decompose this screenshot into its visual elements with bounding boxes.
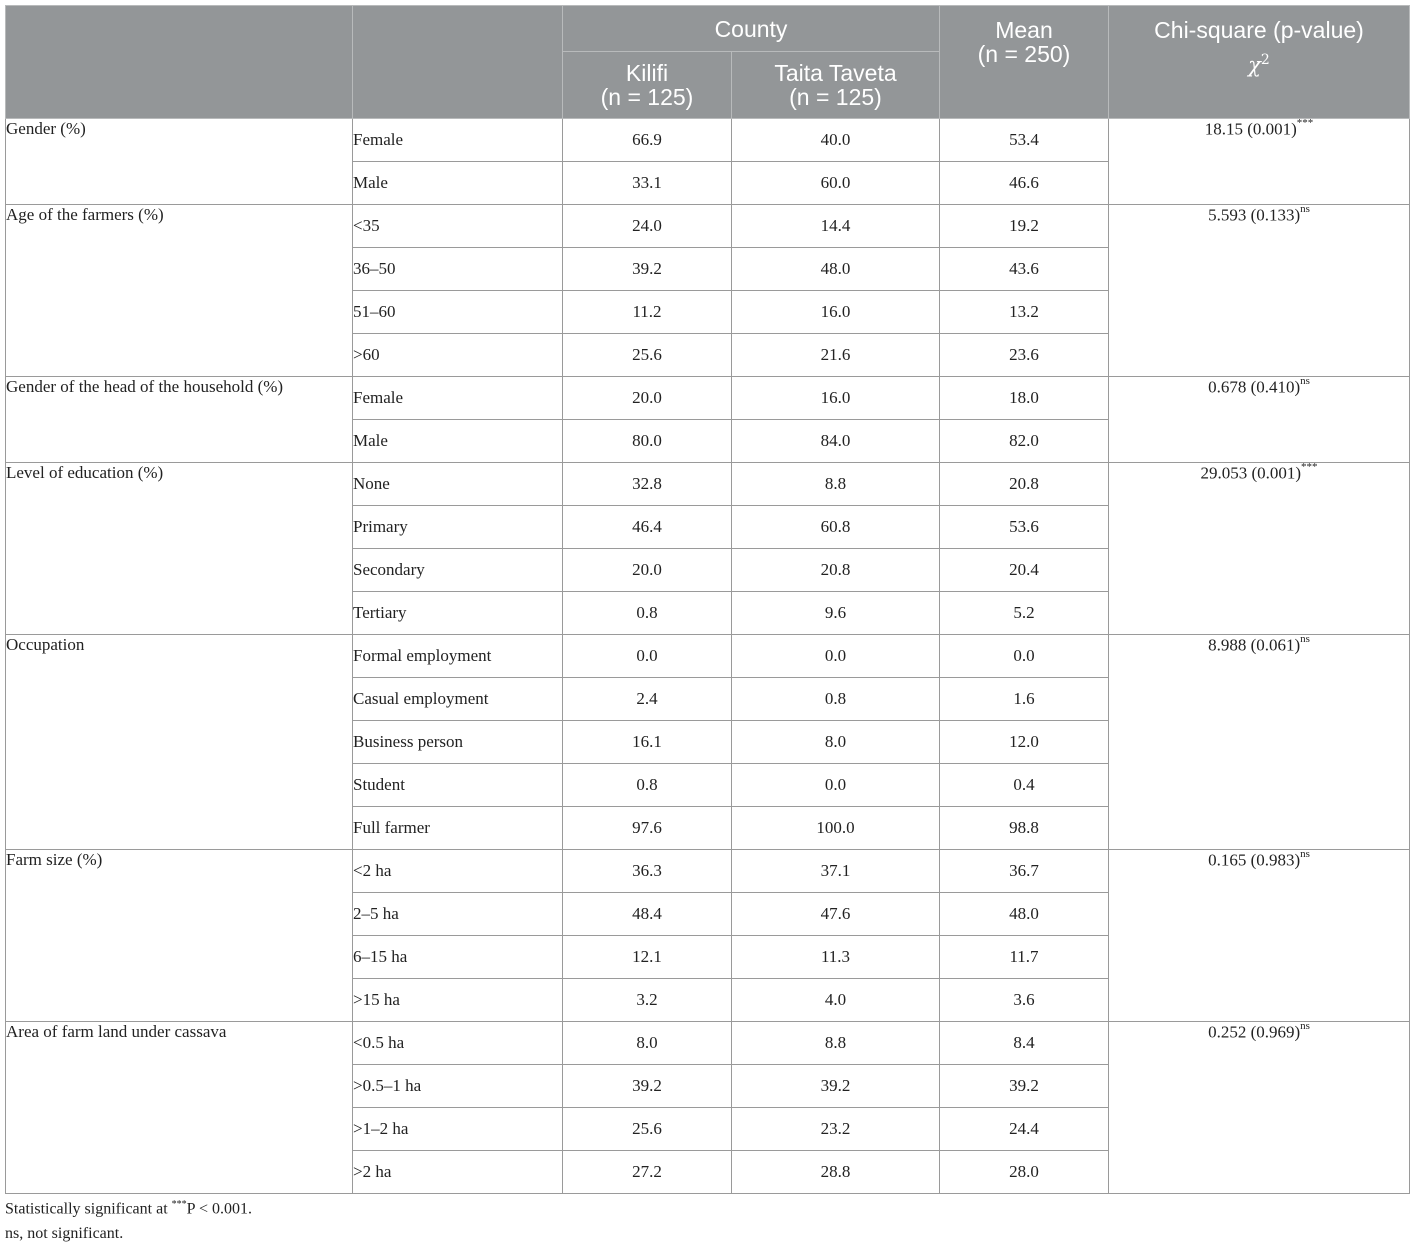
subcategory-label: Female	[353, 377, 563, 420]
subcategory-label: Primary	[353, 506, 563, 549]
mean-value: 8.4	[940, 1022, 1109, 1065]
header-kilifi-n: (n = 125)	[600, 84, 694, 110]
mean-value: 36.7	[940, 850, 1109, 893]
category-label: Gender of the head of the household (%)	[6, 377, 353, 463]
taita-value: 100.0	[732, 807, 940, 850]
demographics-table	[5, 5, 1410, 1194]
kilifi-value: 25.6	[563, 334, 732, 377]
significance-marker: ns	[1300, 848, 1310, 860]
subcategory-label: Student	[353, 764, 563, 807]
subcategory-label: Male	[353, 420, 563, 463]
chi-square-value	[1109, 463, 1410, 635]
kilifi-value: 36.3	[563, 850, 732, 893]
taita-value: 84.0	[732, 420, 940, 463]
mean-value: 3.6	[940, 979, 1109, 1022]
taita-value: 28.8	[732, 1151, 940, 1194]
mean-value: 46.6	[940, 162, 1109, 205]
chi-square-value	[1109, 205, 1410, 377]
significance-marker: ***	[1296, 117, 1314, 129]
subcategory-label: None	[353, 463, 563, 506]
mean-value: 39.2	[940, 1065, 1109, 1108]
header-chi-label: Chi-square (p-value)	[1154, 17, 1364, 43]
mean-value: 20.4	[940, 549, 1109, 592]
subcategory-label: <35	[353, 205, 563, 248]
category-label: Gender (%)	[6, 119, 353, 205]
taita-value: 4.0	[732, 979, 940, 1022]
subcategory-label: >1–2 ha	[353, 1108, 563, 1151]
mean-value: 5.2	[940, 592, 1109, 635]
header-chi-square	[1109, 6, 1410, 119]
chi-square-stat: 5.593 (0.133)	[1208, 205, 1301, 225]
taita-value: 21.6	[732, 334, 940, 377]
kilifi-value: 24.0	[563, 205, 732, 248]
category-label: Level of education (%)	[6, 463, 353, 635]
significance-marker: ns	[1300, 203, 1310, 215]
taita-value: 48.0	[732, 248, 940, 291]
chi-square-value	[1109, 119, 1410, 205]
header-taita-n: (n = 125)	[789, 84, 882, 110]
chi-square-stat: 0.678 (0.410)	[1208, 377, 1301, 397]
table-footnotes	[5, 1192, 252, 1246]
mean-value: 82.0	[940, 420, 1109, 463]
subcategory-label: 6–15 ha	[353, 936, 563, 979]
category-label: Farm size (%)	[6, 850, 353, 1022]
chi-square-value	[1109, 635, 1410, 850]
kilifi-value: 80.0	[563, 420, 732, 463]
subcategory-label: 2–5 ha	[353, 893, 563, 936]
subcategory-label: Tertiary	[353, 592, 563, 635]
kilifi-value: 27.2	[563, 1151, 732, 1194]
header-kilifi	[563, 52, 732, 119]
taita-value: 47.6	[732, 893, 940, 936]
taita-value: 14.4	[732, 205, 940, 248]
subcategory-label: Casual employment	[353, 678, 563, 721]
category-label: Area of farm land under cassava	[6, 1022, 353, 1194]
category-label: Age of the farmers (%)	[6, 205, 353, 377]
taita-value: 60.8	[732, 506, 940, 549]
taita-value: 0.0	[732, 635, 940, 678]
chi-square-stat: 29.053 (0.001)	[1200, 463, 1302, 483]
taita-value: 0.8	[732, 678, 940, 721]
subcategory-label: Business person	[353, 721, 563, 764]
kilifi-value: 32.8	[563, 463, 732, 506]
mean-value: 19.2	[940, 205, 1109, 248]
taita-value: 60.0	[732, 162, 940, 205]
table-row	[6, 850, 1410, 893]
subcategory-label: >2 ha	[353, 1151, 563, 1194]
mean-value: 0.4	[940, 764, 1109, 807]
table-row	[6, 119, 1410, 162]
mean-value: 98.8	[940, 807, 1109, 850]
subcategory-label: 51–60	[353, 291, 563, 334]
footnote-ns: ns, not significant.	[5, 1225, 124, 1243]
taita-value: 9.6	[732, 592, 940, 635]
mean-value: 13.2	[940, 291, 1109, 334]
mean-value: 11.7	[940, 936, 1109, 979]
subcategory-label: 36–50	[353, 248, 563, 291]
kilifi-value: 33.1	[563, 162, 732, 205]
subcategory-label: Secondary	[353, 549, 563, 592]
header-mean-n: (n = 250)	[977, 41, 1071, 67]
header-kilifi-name: Kilifi	[625, 60, 669, 86]
significance-marker: ns	[1300, 633, 1310, 645]
taita-value: 16.0	[732, 377, 940, 420]
chi-square-stat: 18.15 (0.001)	[1204, 119, 1297, 139]
table-row	[6, 1022, 1410, 1065]
taita-value: 40.0	[732, 119, 940, 162]
taita-value: 8.8	[732, 463, 940, 506]
header-county: County	[563, 6, 940, 52]
header-taita-taveta	[732, 52, 940, 119]
kilifi-value: 0.8	[563, 592, 732, 635]
mean-value: 23.6	[940, 334, 1109, 377]
kilifi-value: 16.1	[563, 721, 732, 764]
significance-marker: ns	[1300, 375, 1310, 387]
kilifi-value: 39.2	[563, 248, 732, 291]
subcategory-label: Formal employment	[353, 635, 563, 678]
chi-square-stat: 8.988 (0.061)	[1208, 635, 1301, 655]
kilifi-value: 39.2	[563, 1065, 732, 1108]
kilifi-value: 11.2	[563, 291, 732, 334]
kilifi-value: 12.1	[563, 936, 732, 979]
kilifi-value: 48.4	[563, 893, 732, 936]
mean-value: 48.0	[940, 893, 1109, 936]
chi-square-value	[1109, 377, 1410, 463]
subcategory-label: >0.5–1 ha	[353, 1065, 563, 1108]
taita-value: 0.0	[732, 764, 940, 807]
kilifi-value: 97.6	[563, 807, 732, 850]
chi-square-symbol: $\chi^2$	[1248, 52, 1270, 77]
footnote-significance: Statistically significant at ***P < 0.001.	[5, 1199, 252, 1218]
kilifi-value: 46.4	[563, 506, 732, 549]
table-body	[6, 119, 1410, 1194]
category-label: Occupation	[6, 635, 353, 850]
subcategory-label: <0.5 ha	[353, 1022, 563, 1065]
table-container	[5, 5, 1409, 1194]
mean-value: 43.6	[940, 248, 1109, 291]
taita-value: 37.1	[732, 850, 940, 893]
chi-square-stat: 0.252 (0.969)	[1208, 1022, 1301, 1042]
taita-value: 8.0	[732, 721, 940, 764]
taita-value: 20.8	[732, 549, 940, 592]
kilifi-value: 25.6	[563, 1108, 732, 1151]
mean-value: 1.6	[940, 678, 1109, 721]
mean-value: 28.0	[940, 1151, 1109, 1194]
chi-square-value	[1109, 1022, 1410, 1194]
table-row	[6, 377, 1410, 420]
kilifi-value: 0.0	[563, 635, 732, 678]
subcategory-label: <2 ha	[353, 850, 563, 893]
kilifi-value: 8.0	[563, 1022, 732, 1065]
taita-value: 39.2	[732, 1065, 940, 1108]
kilifi-value: 20.0	[563, 377, 732, 420]
subcategory-label: Full farmer	[353, 807, 563, 850]
header-taita-name: Taita Taveta	[774, 60, 897, 86]
subcategory-label: Female	[353, 119, 563, 162]
header-mean-label: Mean	[995, 17, 1053, 43]
mean-value: 53.4	[940, 119, 1109, 162]
table-row	[6, 635, 1410, 678]
kilifi-value: 3.2	[563, 979, 732, 1022]
kilifi-value: 20.0	[563, 549, 732, 592]
chi-square-stat: 0.165 (0.983)	[1208, 850, 1301, 870]
table-row	[6, 205, 1410, 248]
mean-value: 24.4	[940, 1108, 1109, 1151]
taita-value: 11.3	[732, 936, 940, 979]
mean-value: 20.8	[940, 463, 1109, 506]
chi-square-value	[1109, 850, 1410, 1022]
subcategory-label: >60	[353, 334, 563, 377]
subcategory-label: Male	[353, 162, 563, 205]
taita-value: 8.8	[732, 1022, 940, 1065]
header-empty-category	[6, 6, 353, 119]
significance-marker: ***	[1301, 461, 1318, 473]
taita-value: 23.2	[732, 1108, 940, 1151]
kilifi-value: 66.9	[563, 119, 732, 162]
mean-value: 0.0	[940, 635, 1109, 678]
header-mean	[940, 6, 1109, 119]
header-empty-subcategory	[353, 6, 563, 119]
taita-value: 16.0	[732, 291, 940, 334]
table-row	[6, 463, 1410, 506]
kilifi-value: 2.4	[563, 678, 732, 721]
subcategory-label: >15 ha	[353, 979, 563, 1022]
mean-value: 53.6	[940, 506, 1109, 549]
significance-marker: ns	[1300, 1020, 1310, 1032]
table-header	[6, 6, 1410, 119]
kilifi-value: 0.8	[563, 764, 732, 807]
mean-value: 12.0	[940, 721, 1109, 764]
mean-value: 18.0	[940, 377, 1109, 420]
